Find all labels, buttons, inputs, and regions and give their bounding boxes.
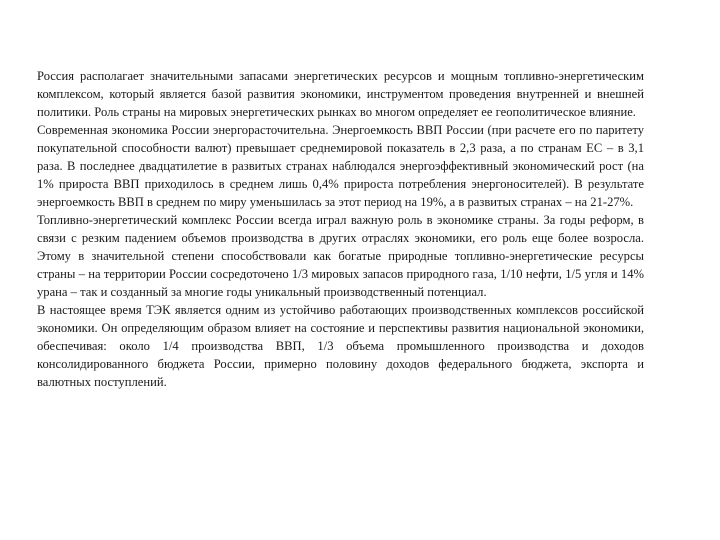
- document-body: [37, 67, 644, 391]
- paragraph-energy-resources: Россия располагает значительными запасами энергетических ресурсов и мощным топливно-энергетическим комплексом, который является базой развития экономики, инструментом проведения внутренней и внешней политики. Роль страны на мировых энергетических рынках во многом определяет ее геополитическое влияние.: [37, 69, 644, 119]
- paragraph-fuel-energy-complex: Топливно-энергетический комплекс России всегда играл важную роль в экономике страны. За годы реформ, в связи с резким падением объемов производства в других отраслях экономики, его роль еще более возросла. Этому в значительной степени способствовали как богатые природные топливно-энергетические ресурсы страны – на территории России сосредоточено 1/3 мировых запасов природного газа, 1/10 нефти, 1/5 угля и 14% урана – так и созданный за многие годы уникальный производственный потенциал.: [37, 213, 644, 299]
- paragraph-tek-role: В настоящее время ТЭК является одним из устойчиво работающих производственных комплексов российской экономики. Он определяющим образом влияет на состояние и перспективы развития национальной экономики, обеспечивая: около 1/4 производства ВВП, 1/3 объема промышленного производства и доходов консолидированного бюджета России, примерно половину доходов федерального бюджета, экспорта и валютных поступлений.: [37, 303, 644, 389]
- paragraph-energy-intensity: Современная экономика России энергорасточительна. Энергоемкость ВВП России (при расчете его по паритету покупательной способности валют) превышает среднемировой показатель в 2,3 раза, а по странам ЕС – в 3,1 раза. В последнее двадцатилетие в развитых странах наблюдался энергоэффективный экономический рост (на 1% прироста ВВП приходилось в среднем лишь 0,4% прироста потребления энергоносителей). В результате энергоемкость ВВП в среднем по миру уменьшилась за этот период на 19%, а в развитых странах – на 21-27%.: [37, 123, 644, 209]
